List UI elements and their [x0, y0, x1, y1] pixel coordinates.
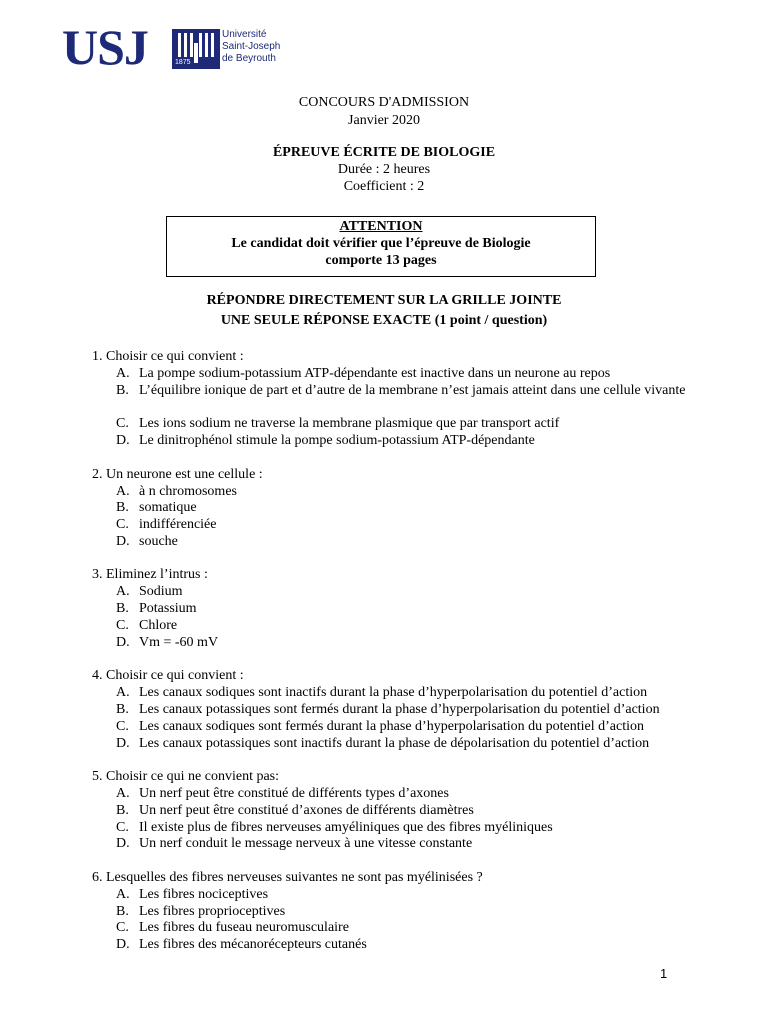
question-4-option-d: D. Les canaux potassiques sont inactifs durant la phase de dépolarisation du potentiel d’action [116, 736, 650, 751]
question-3-option-a: A. Sodium [116, 584, 183, 599]
question-1-option-b: B. L’équilibre ionique de part et d’autre de la membrane n’est jamais atteint dans une cellule vivante [116, 383, 686, 398]
attention-box [166, 216, 596, 277]
question-2-stem: 2. Un neurone est une cellule : [92, 467, 263, 482]
question-5-option-b: B. Un nerf peut être constitué d’axones de différents diamètres [116, 803, 474, 818]
question-6-option-b: B. Les fibres proprioceptives [116, 904, 286, 919]
question-2-option-a: A. à n chromosomes [116, 484, 237, 499]
exam-coefficient: Coefficient : 2 [343, 179, 425, 194]
logo-emblem [172, 29, 220, 69]
question-6-stem: 6. Lesquelles des fibres nerveuses suivantes ne sont pas myélinisées ? [92, 870, 483, 885]
question-3-option-b: B. Potassium [116, 601, 197, 616]
logo-text [222, 29, 302, 65]
question-5-option-c: C. Il existe plus de fibres nerveuses amyéliniques que des fibres myéliniques [116, 820, 553, 835]
question-1-option-d: D. Le dinitrophénol stimule la pompe sodium-potassium ATP-dépendante [116, 433, 535, 448]
exam-header-line1: CONCOURS D'ADMISSION [298, 95, 470, 110]
question-6-option-d: D. Les fibres des mécanorécepteurs cutanés [116, 937, 367, 952]
question-1-stem: 1. Choisir ce qui convient : [92, 349, 244, 364]
logo-text-line2: Saint-Joseph [222, 41, 281, 52]
question-3-option-d: D. Vm = -60 mV [116, 635, 219, 650]
question-4-option-c: C. Les canaux sodiques sont fermés durant la phase d’hyperpolarisation du potentiel d’action [116, 719, 645, 734]
usj-logo [62, 19, 292, 75]
question-3-stem: 3. Eliminez l’intrus : [92, 567, 208, 582]
attention-heading: ATTENTION [339, 219, 423, 234]
question-4-option-b: B. Les canaux potassiques sont fermés durant la phase d’hyperpolarisation du potentiel d’action [116, 702, 660, 717]
question-5-option-a: A. Un nerf peut être constitué de différents types d’axones [116, 786, 449, 801]
page-number: 1 [660, 966, 668, 981]
question-6-option-c: C. Les fibres du fuseau neuromusculaire [116, 920, 349, 935]
exam-duration: Durée : 2 heures [337, 162, 431, 177]
question-2-option-c: C. indifférenciée [116, 517, 217, 532]
question-2-option-b: B. somatique [116, 500, 197, 515]
logo-year: 1875 [175, 59, 191, 66]
logo-letters: USJ [62, 19, 148, 75]
question-6-option-a: A. Les fibres nociceptives [116, 887, 269, 902]
question-1-option-a: A. La pompe sodium-potassium ATP-dépendante est inactive dans un neurone au repos [116, 366, 611, 381]
instructions-line2: UNE SEULE RÉPONSE EXACTE (1 point / question) [220, 313, 548, 328]
logo-text-line3: de Beyrouth [222, 53, 276, 64]
attention-line1: Le candidat doit vérifier que l’épreuve de Biologie [231, 236, 531, 251]
question-3-option-c: C. Chlore [116, 618, 178, 633]
attention-line2: comporte 13 pages [325, 253, 437, 268]
question-5-option-d: D. Un nerf conduit le message nerveux à une vitesse constante [116, 836, 473, 851]
logo-text-line1: Université [222, 29, 267, 40]
question-1-option-c: C. Les ions sodium ne traverse la membrane plasmique que par transport actif [116, 416, 560, 431]
question-5-stem: 5. Choisir ce qui ne convient pas: [92, 769, 280, 784]
question-2-option-d: D. souche [116, 534, 178, 549]
exam-title: ÉPREUVE ÉCRITE DE BIOLOGIE [272, 145, 496, 160]
exam-header-date: Janvier 2020 [348, 113, 420, 128]
instructions-line1: RÉPONDRE DIRECTEMENT SUR LA GRILLE JOINTE [206, 293, 562, 308]
question-4-stem: 4. Choisir ce qui convient : [92, 668, 244, 683]
question-4-option-a: A. Les canaux sodiques sont inactifs durant la phase d’hyperpolarisation du potentiel d’action [116, 685, 648, 700]
